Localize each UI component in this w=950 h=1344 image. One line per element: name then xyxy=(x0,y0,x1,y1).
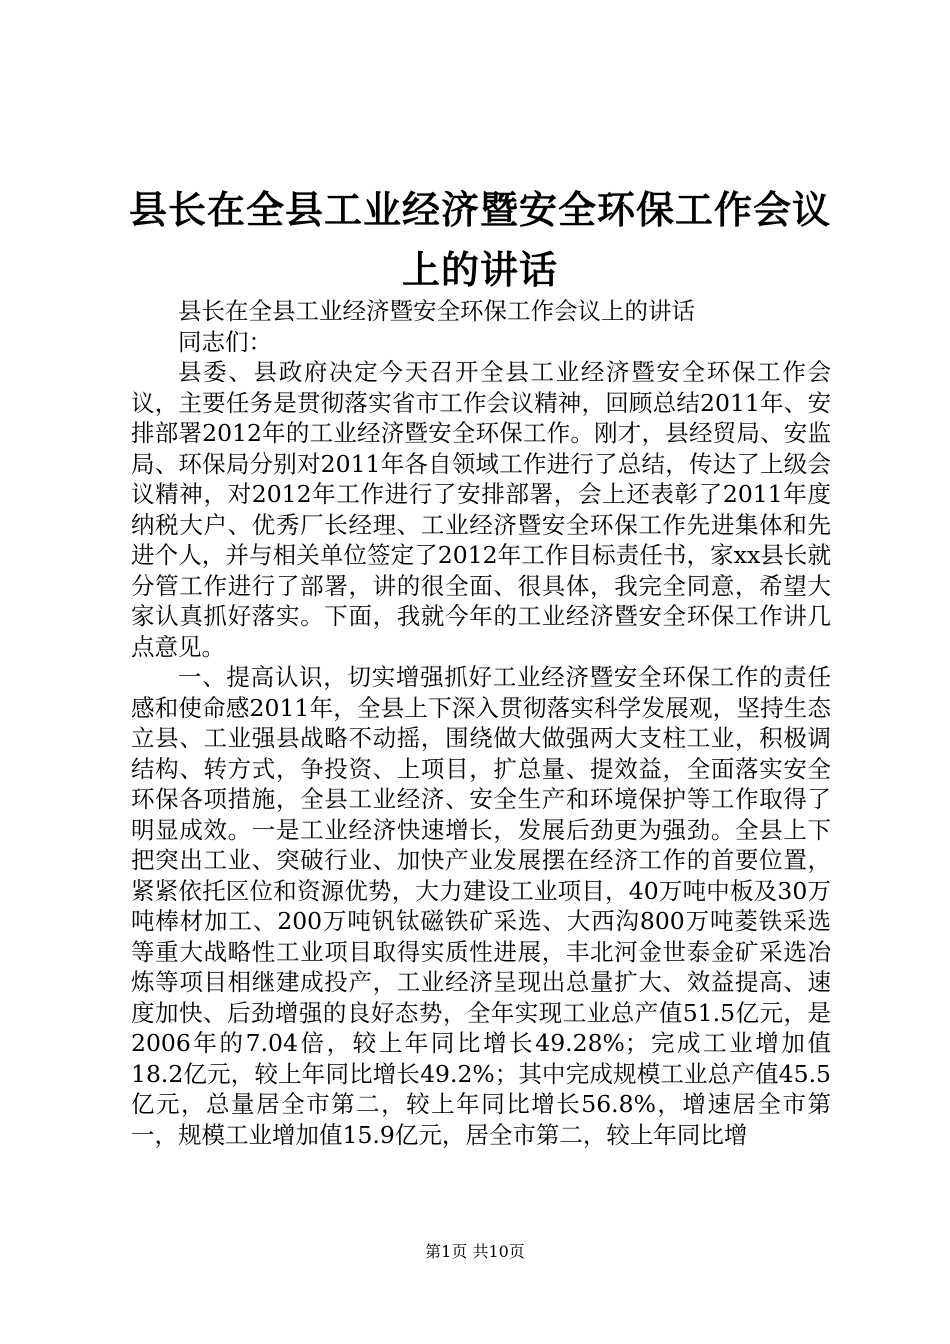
body-paragraph: 一、提高认识，切实增强抓好工业经济暨安全环保工作的责任感和使命感2011年，全县上下深入贯彻落实科学发展观，坚持生态立县、工业强县战略不动摇，围绕做大做强两大支柱工业，积极调结构、转方式，争投资、上项目，扩总量、提效益，全面落实安全环保各项措施，全县工业经济、安全生产和环境保护等工作取得了明显成效。一是工业经济快速增长，发展后劲更为强劲。全县上下把突出工业、突破行业、加快产业发展摆在经济工作的首要位置，紧紧依托区位和资源优势，大力建设工业项目，40万吨中板及30万吨棒材加工、200万吨钒钛磁铁矿采选、大西沟800万吨菱铁采选等重大战略性工业项目取得实质性进展，丰北河金世泰金矿采选冶炼等项目相继建成投产，工业经济呈现出总量扩大、效益提高、速度加快、后劲增强的良好态势，全年实现工业总产值51.5亿元，是2006年的7.04倍，较上年同比增长49.28%；完成工业增加值18.2亿元，较上年同比增长49.2%；其中完成规模工业总产值45.5亿元，总量居全市第二，较上年同比增长56.8%，增速居全市第一，规模工业增加值15.9亿元，居全市第二，较上年同比增 xyxy=(131,663,831,1149)
body-paragraph-heading: 县长在全县工业经济暨安全环保工作会议上的讲话 xyxy=(178,297,695,325)
document-body xyxy=(131,296,831,1150)
document-title: 县长在全县工业经济暨安全环保工作会议上的讲话 xyxy=(128,188,831,292)
page-number-footer: 第1页 共10页 xyxy=(425,1242,525,1261)
body-paragraph: 县委、县政府决定今天召开全县工业经济暨安全环保工作会议，主要任务是贯彻落实省市工作会议精神，回顾总结2011年、安排部署2012年的工业经济暨安全环保工作。刚才，县经贸局、安监局、环保局分别对2011年各自领域工作进行了总结，传达了上级会议精神，对2012年工作进行了安排部署，会上还表彰了2011年度纳税大户、优秀厂长经理、工业经济暨安全环保工作先进集体和先进个人，并与相关单位签定了2012年工作目标责任书，家xx县长就分管工作进行了部署，讲的很全面、很具体，我完全同意，希望大家认真抓好落实。下面，我就今年的工业经济暨安全环保工作讲几点意见。 xyxy=(131,358,831,661)
salutation-paragraph: 同志们： xyxy=(178,327,272,356)
